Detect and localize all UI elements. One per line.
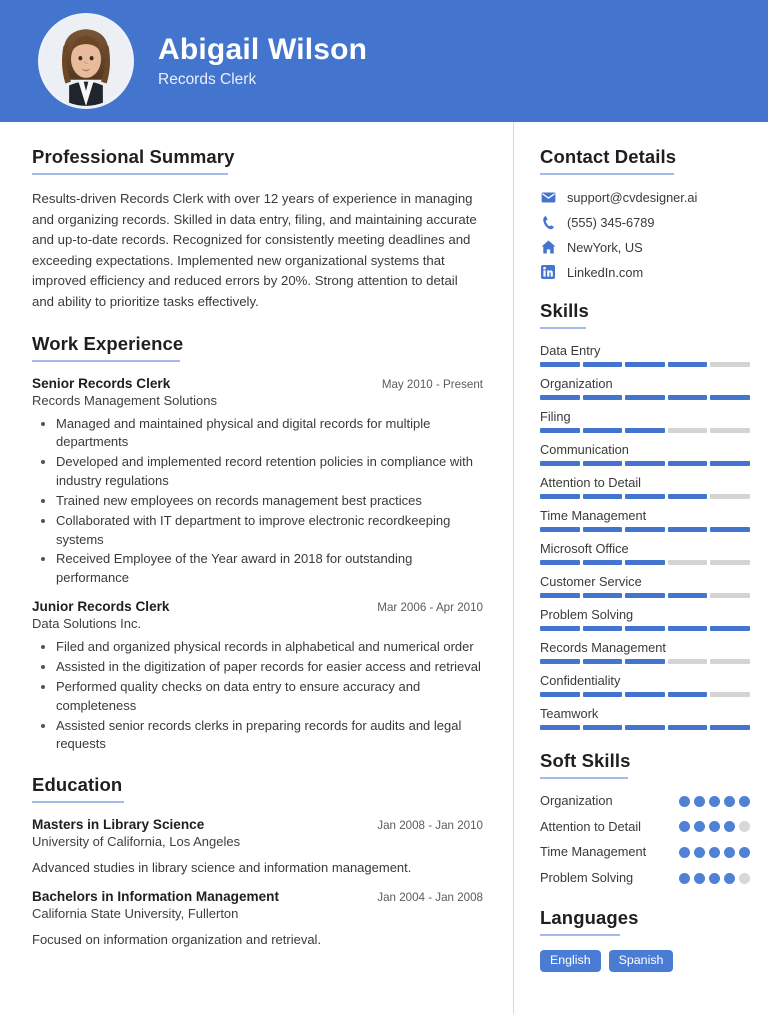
skill-segment (710, 362, 750, 367)
rating-dot (679, 796, 690, 807)
rating-dot (739, 873, 750, 884)
rating-dot (679, 821, 690, 832)
skill-segment (583, 626, 623, 631)
skill-segment (625, 527, 665, 532)
skill-item (540, 541, 750, 565)
degree-title: Bachelors in Information Management (32, 888, 279, 904)
identity-block (158, 33, 367, 89)
page-title: Abigail Wilson (158, 33, 368, 67)
rating-dot (739, 796, 750, 807)
language-chip: English (540, 950, 601, 973)
skill-segment (540, 626, 580, 631)
skill-level-bar (540, 527, 750, 532)
job-title: Records Clerk (158, 70, 257, 88)
section-heading-soft-skills: Soft Skills (540, 750, 631, 771)
degree-date: Jan 2004 - Jan 2008 (377, 890, 483, 904)
rating-dot (724, 796, 735, 807)
skill-segment (625, 428, 665, 433)
skill-segment (668, 461, 708, 466)
skill-item (540, 706, 750, 730)
list-item: • Managed and maintained physical and digital records for multiple departments (56, 415, 483, 453)
skill-segment (710, 593, 750, 598)
skill-label: Communication (540, 442, 629, 457)
skill-segment (710, 461, 750, 466)
skill-segment (710, 659, 750, 664)
skill-segment (668, 725, 708, 730)
skill-segment (540, 527, 580, 532)
experience-entry (32, 599, 483, 754)
skill-label: Problem Solving (540, 607, 634, 622)
skill-label: Records Management (540, 640, 666, 655)
skill-segment (668, 395, 708, 400)
skill-level-bar (540, 461, 750, 466)
language-chip: Spanish (609, 950, 674, 973)
rating-dot (709, 873, 720, 884)
skill-level-bar (540, 362, 750, 367)
skill-segment (583, 593, 623, 598)
skill-segment (710, 626, 750, 631)
skill-segment (668, 659, 708, 664)
language-chip-list (540, 950, 750, 973)
skill-segment (668, 494, 708, 499)
soft-skill-rating (679, 847, 750, 858)
skill-label: Filing (540, 409, 571, 424)
section-heading-experience: Work Experience (32, 332, 184, 354)
heading-underline (32, 801, 124, 803)
skill-level-bar (540, 560, 750, 565)
education-entry (32, 817, 483, 878)
rating-dot (724, 847, 735, 858)
skill-item (540, 508, 750, 532)
contact-value: (555) 345-6789 (567, 214, 655, 230)
soft-skill-item (540, 793, 750, 810)
envelope-icon (540, 189, 556, 205)
rating-dot (724, 821, 735, 832)
skill-segment (625, 494, 665, 499)
skill-label: Organization (540, 376, 613, 391)
skill-item (540, 442, 750, 466)
degree-date: Jan 2008 - Jan 2010 (377, 819, 483, 833)
heading-underline (32, 173, 228, 175)
skill-segment (625, 461, 665, 466)
skill-segment (540, 659, 580, 664)
skill-segment (540, 428, 580, 433)
skill-segment (625, 362, 665, 367)
skill-label: Microsoft Office (540, 541, 629, 556)
skill-segment (583, 692, 623, 697)
contact-item-location[interactable] (540, 239, 750, 255)
skill-level-bar (540, 659, 750, 664)
entry-header (32, 889, 483, 904)
soft-skill-item (540, 819, 750, 836)
soft-skill-rating (679, 873, 750, 884)
skill-item (540, 673, 750, 697)
skill-level-bar (540, 692, 750, 697)
heading-underline (540, 327, 586, 329)
skill-segment (710, 725, 750, 730)
entry-header (32, 817, 483, 832)
degree-title: Masters in Library Science (32, 817, 205, 833)
rating-dot (694, 796, 705, 807)
skills-section (540, 300, 750, 730)
job-bullet-list (32, 638, 483, 754)
soft-skill-label: Problem Solving (540, 869, 634, 885)
soft-skill-item (540, 844, 750, 861)
avatar (38, 13, 134, 109)
skill-level-bar (540, 494, 750, 499)
skill-segment (583, 560, 623, 565)
skill-level-bar (540, 428, 750, 433)
soft-skill-item (540, 870, 750, 887)
skill-segment (583, 461, 623, 466)
skill-segment (540, 725, 580, 730)
skill-level-bar (540, 725, 750, 730)
work-experience-section (32, 333, 483, 755)
degree-description: Focused on information organization and retrieval. (32, 931, 322, 947)
skill-item (540, 343, 750, 367)
rating-dot (709, 796, 720, 807)
school-name: University of California, Los Angeles (32, 834, 241, 850)
contact-item-linkedin[interactable] (540, 264, 750, 280)
soft-skill-label: Time Management (540, 844, 647, 860)
linkedin-icon (540, 264, 556, 280)
skill-segment (625, 725, 665, 730)
skill-segment (540, 560, 580, 565)
job-date: Mar 2006 - Apr 2010 (377, 601, 483, 615)
section-heading-contact: Contact Details (540, 146, 677, 167)
skill-item (540, 376, 750, 400)
list-item: • Assisted in the digitization of paper records for easier access and retrieval (56, 658, 483, 677)
contact-value: NewYork, US (567, 239, 643, 255)
rating-dot (694, 821, 705, 832)
skill-segment (625, 692, 665, 697)
contact-item-phone[interactable] (540, 214, 750, 230)
home-icon (540, 239, 556, 255)
profile-photo-icon (41, 16, 131, 106)
school-name: California State University, Fullerton (32, 905, 239, 921)
main-column (0, 122, 513, 1014)
soft-skill-rating (679, 796, 750, 807)
list-item: • Developed and implemented record retention policies in compliance with industry regulations (56, 453, 483, 491)
heading-underline (540, 934, 620, 936)
skill-label: Customer Service (540, 574, 642, 589)
skill-segment (540, 692, 580, 697)
skill-segment (540, 461, 580, 466)
soft-skills-section (540, 750, 750, 887)
degree-description: Advanced studies in library science and information management. (32, 860, 412, 876)
rating-dot (709, 847, 720, 858)
sidebar-column (513, 122, 768, 1014)
education-entry (32, 889, 483, 950)
list-item: • Trained new employees on records management best practices (56, 492, 483, 511)
skill-segment (625, 659, 665, 664)
rating-dot (679, 847, 690, 858)
skill-segment (710, 494, 750, 499)
soft-skill-label: Attention to Detail (540, 818, 642, 834)
skill-label: Attention to Detail (540, 475, 642, 490)
contact-item-email[interactable] (540, 189, 750, 205)
soft-skill-label: Organization (540, 793, 613, 808)
skill-level-bar (540, 395, 750, 400)
contact-details-section (540, 146, 750, 280)
soft-skill-rating (679, 821, 750, 832)
skill-segment (583, 395, 623, 400)
skill-segment (668, 428, 708, 433)
heading-underline (540, 777, 628, 779)
rating-dot (739, 821, 750, 832)
skill-segment (710, 560, 750, 565)
skill-segment (668, 692, 708, 697)
skill-segment (710, 428, 750, 433)
rating-dot (679, 873, 690, 884)
skill-item (540, 574, 750, 598)
heading-underline (32, 360, 180, 362)
skill-segment (668, 527, 708, 532)
contact-value: support@cvdesigner.ai (567, 189, 698, 205)
skill-item (540, 640, 750, 664)
skill-segment (710, 395, 750, 400)
rating-dot (709, 821, 720, 832)
skill-label: Confidentiality (540, 673, 621, 688)
job-bullet-list (32, 415, 483, 589)
skill-segment (583, 362, 623, 367)
skill-segment (625, 395, 665, 400)
skill-label: Time Management (540, 508, 647, 523)
resume-body (0, 122, 768, 1014)
entry-header (32, 376, 483, 391)
skill-label: Teamwork (540, 706, 599, 721)
skill-segment (540, 494, 580, 499)
experience-entry (32, 376, 483, 589)
skill-item (540, 607, 750, 631)
skill-segment (710, 527, 750, 532)
resume-header (0, 0, 768, 122)
list-item: • Received Employee of the Year award in 2018 for outstanding performance (56, 550, 483, 588)
section-heading-skills: Skills (540, 300, 589, 321)
skill-segment (625, 593, 665, 598)
skill-segment (583, 428, 623, 433)
job-role: Senior Records Clerk (32, 375, 171, 391)
rating-dot (694, 873, 705, 884)
languages-section (540, 907, 750, 973)
skill-segment (583, 659, 623, 664)
skill-item (540, 475, 750, 499)
rating-dot (694, 847, 705, 858)
skill-segment (668, 362, 708, 367)
skill-segment (540, 362, 580, 367)
contact-value: LinkedIn.com (567, 264, 644, 280)
section-heading-languages: Languages (540, 906, 639, 928)
job-date: May 2010 - Present (381, 377, 483, 391)
skill-segment (668, 560, 708, 565)
job-role: Junior Records Clerk (32, 599, 170, 615)
section-heading-summary: Professional Summary (32, 146, 235, 167)
phone-icon (540, 214, 556, 230)
job-company: Records Management Solutions (32, 392, 217, 408)
job-company: Data Solutions Inc. (32, 616, 142, 632)
skill-segment (668, 593, 708, 598)
rating-dot (739, 847, 750, 858)
rating-dot (724, 873, 735, 884)
skill-segment (710, 692, 750, 697)
skill-label: Data Entry (540, 343, 601, 358)
skill-item (540, 409, 750, 433)
skill-segment (583, 725, 623, 730)
skill-segment (540, 593, 580, 598)
heading-underline (540, 173, 674, 175)
list-item: • Collaborated with IT department to improve electronic recordkeeping systems (56, 512, 483, 550)
skills-list (540, 343, 750, 730)
contact-list (540, 189, 750, 280)
skill-segment (668, 626, 708, 631)
list-item: • Performed quality checks on data entry to ensure accuracy and completeness (56, 678, 483, 716)
skill-segment (583, 527, 623, 532)
list-item: • Filed and organized physical records in alphabetical and numerical order (56, 638, 483, 657)
soft-skills-list (540, 793, 750, 887)
skill-segment (625, 626, 665, 631)
skill-segment (540, 395, 580, 400)
section-heading-education: Education (32, 774, 123, 796)
skill-level-bar (540, 626, 750, 631)
skill-level-bar (540, 593, 750, 598)
skill-segment (583, 494, 623, 499)
skill-segment (625, 560, 665, 565)
education-section (32, 774, 483, 949)
list-item: • Assisted senior records clerks in preparing records for audits and legal requests (56, 717, 483, 755)
summary-text: Results-driven Records Clerk with over 12 years of experience in managing and organizing records. Skilled in data entry, filing, and maintaining accurate and up-to-date records. Recognized for consistently meeting deadlines and exceeding expectations. Implemented new organizational systems that improved efficiency and reduced errors by 20%. Strong attention to detail and ability to prioritize tasks effectively. (32, 191, 477, 309)
professional-summary-section (32, 146, 483, 313)
entry-header (32, 599, 483, 614)
